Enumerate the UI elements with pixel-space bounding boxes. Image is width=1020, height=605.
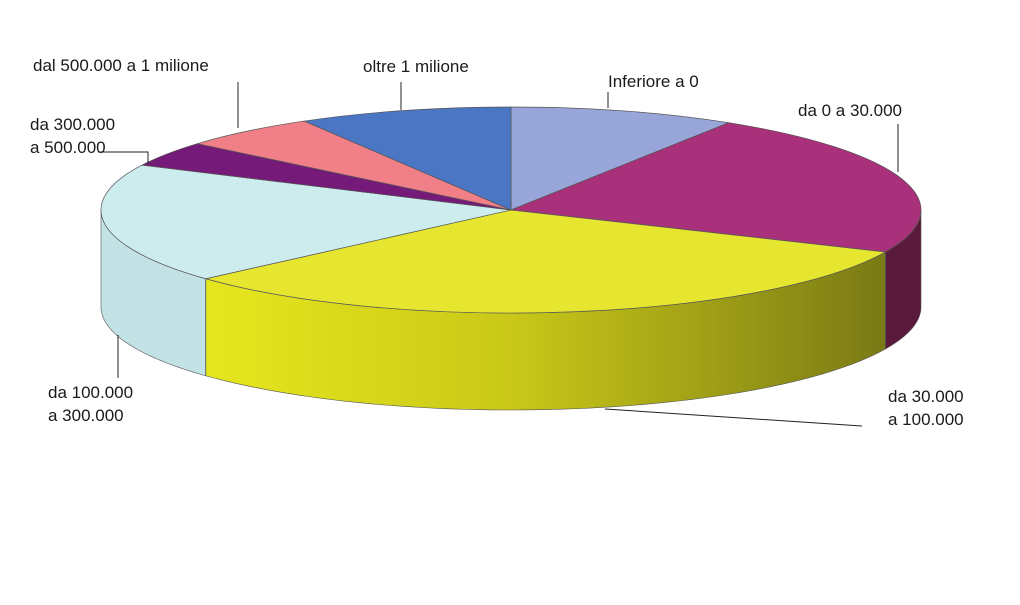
slice-label-line: a 500.000 xyxy=(30,138,106,157)
slice-label-line: Inferiore a 0 xyxy=(608,72,699,91)
pie-slices xyxy=(101,107,921,313)
slice-label-3 xyxy=(48,383,133,425)
slice-label-1 xyxy=(798,101,902,120)
slice-label-4 xyxy=(30,115,115,157)
slice-label-line: da 300.000 xyxy=(30,115,116,134)
slice-label-line: da 30.000 xyxy=(888,387,964,406)
slice-label-line: dal 500.000 a 1 milione xyxy=(33,56,209,75)
slice-label-line: da 0 a 30.000 xyxy=(798,101,902,120)
slice-label-line: a 100.000 xyxy=(888,410,964,429)
slice-label-0 xyxy=(608,72,699,91)
slice-label-line: da 100.000 xyxy=(48,383,134,402)
slice-label-2 xyxy=(888,387,964,429)
slice-label-line: a 300.000 xyxy=(48,406,124,425)
slice-label-6 xyxy=(363,57,469,76)
slice-label-5 xyxy=(33,56,209,75)
slice-label-line: oltre 1 milione xyxy=(363,57,469,76)
leader-line-2 xyxy=(605,409,862,426)
